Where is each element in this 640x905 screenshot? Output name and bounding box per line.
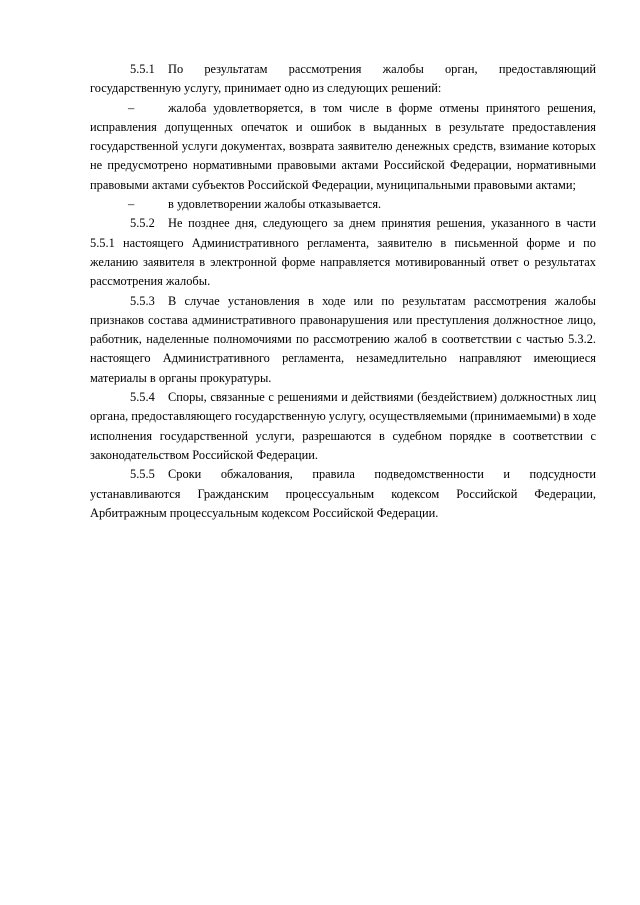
- paragraph-number: 5.5.4: [130, 390, 155, 405]
- dash-marker: –: [128, 197, 135, 212]
- paragraph-number: 5.5.2: [130, 216, 155, 231]
- list-item-text: в удовлетворении жалобы отказывается.: [168, 197, 382, 212]
- paragraph-text: Споры, связанные с решениями и действиями (бездействием) должностных лиц органа, предоставляющего государственную услугу, осуществляемыми (принимаемыми) в ходе исполнения государственной услуги, разрешаются в судебном порядке в соответствии с законодательством Российской Федерации.: [90, 390, 596, 462]
- paragraph-5-5-5: [90, 465, 596, 523]
- paragraph-number: 5.5.1: [130, 62, 155, 76]
- paragraph-5-5-3: [90, 292, 596, 388]
- paragraph-5-5-1: [90, 60, 596, 99]
- paragraph-5-5-4: [90, 388, 596, 465]
- paragraph-5-5-2: [90, 214, 596, 291]
- paragraph-text: Не позднее дня, следующего за днем принятия решения, указанного в части 5.5.1 настоящего Административного регламента, заявителю в письменной форме и по желанию заявителя в электронной форме направляется мотивированный ответ о результатах рассмотрения жалобы.: [90, 216, 596, 289]
- paragraph-text: По результатам рассмотрения жалобы орган, предоставляющий государственную услугу, принимает одно из следующих решений:: [90, 62, 596, 96]
- paragraph-number: 5.5.3: [130, 293, 155, 308]
- paragraph-text: В случае установления в ходе или по результатам рассмотрения жалобы признаков состава административного правонарушения или преступления должностное лицо, работник, наделенные полномочиями по рассмотрению жалоб в соответствии с частью 5.3.2. настоящего Административного регламента, незамедлительно направляют имеющиеся материалы в органы прокуратуры.: [90, 293, 596, 385]
- paragraph-number: 5.5.5: [130, 467, 155, 482]
- list-item-text: жалоба удовлетворяется, в том числе в форме отмены принятого решения, исправления допущенных опечаток и ошибок в выданных в результате предоставления государственной услуги документах, возврата заявителю денежных средств, взимание которых не предусмотрено нормативными правовыми актами Российской Федерации, нормативными правовыми актами субъектов Российской Федерации, муниципальными правовыми актами;: [90, 100, 596, 192]
- list-item: [90, 99, 596, 195]
- dash-marker: –: [128, 100, 135, 115]
- paragraph-text: Сроки обжалования, правила подведомственности и подсудности устанавливаются Гражданским процессуальным кодексом Российской Федерации, Арбитражным процессуальным кодексом Российской Федерации.: [90, 467, 596, 520]
- document-body: [90, 60, 596, 523]
- list-item: [90, 195, 596, 214]
